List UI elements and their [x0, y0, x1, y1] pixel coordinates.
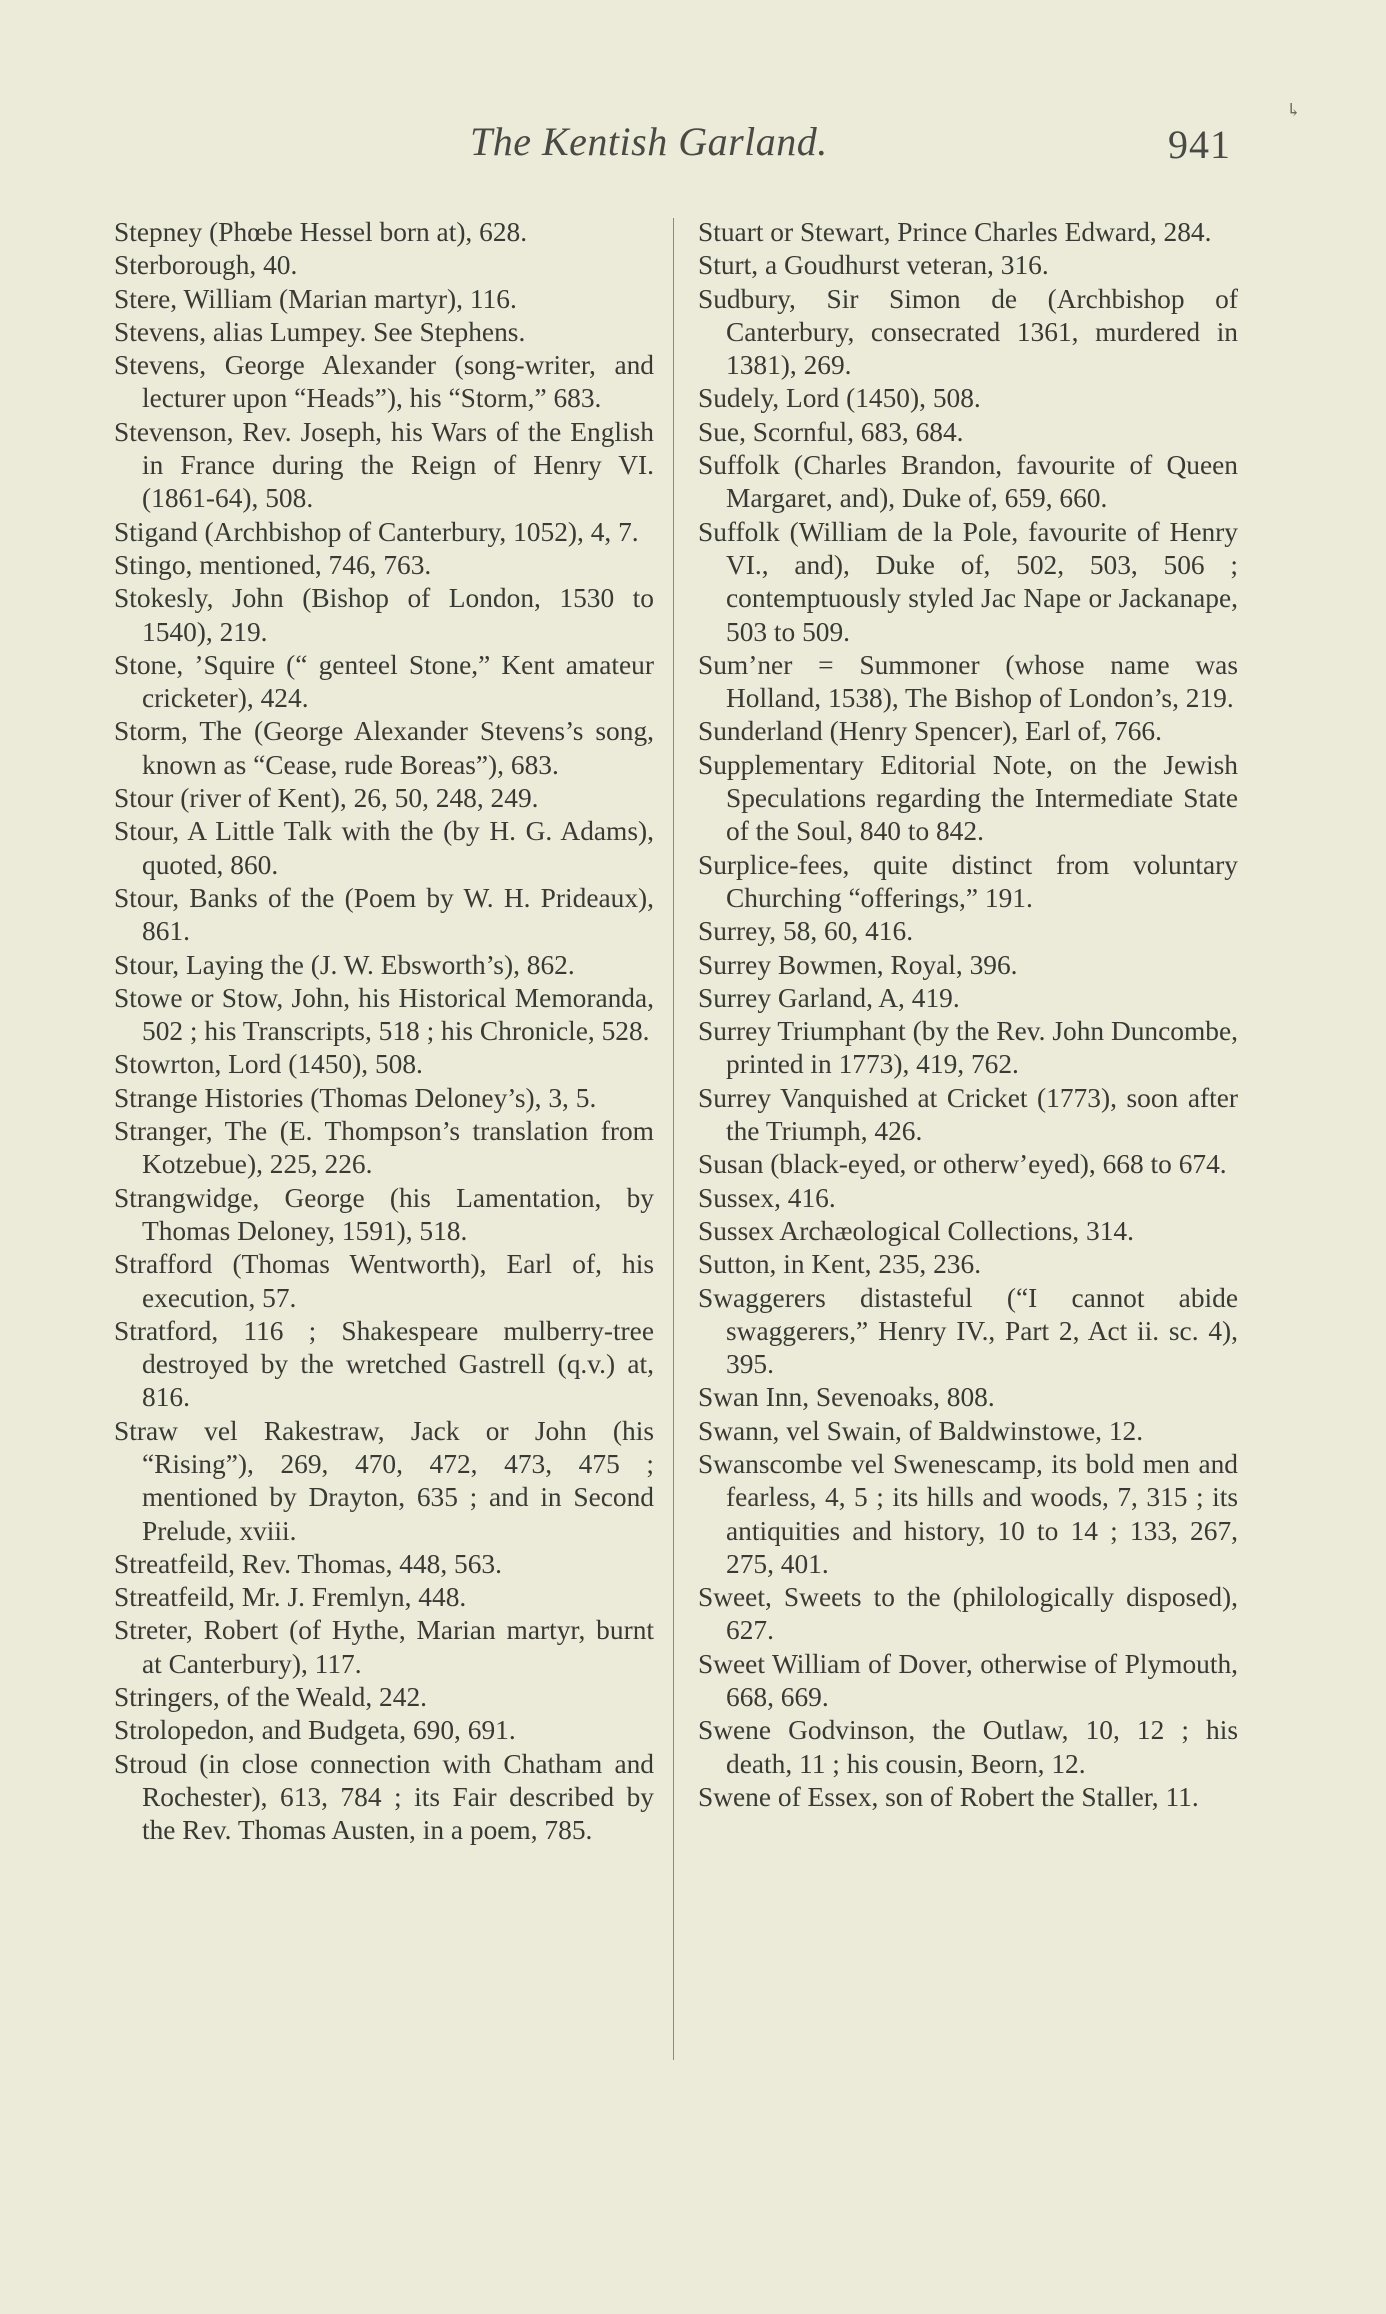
index-entry: Streatfeild, Rev. Thomas, 448, 563.	[114, 1548, 502, 1579]
index-entry: Swann, vel Swain, of Baldwinstowe, 12.	[698, 1415, 1144, 1446]
index-entry: Stepney (Phœbe Hessel born at), 628.	[114, 217, 528, 247]
index-entry: Swene of Essex, son of Robert the Staller, 11.	[698, 1781, 1199, 1812]
index-entry: Sum’ner = Summoner (whose name was Holland, 1538), The Bishop of London’s, 219.	[698, 649, 1238, 714]
column-divider	[673, 218, 674, 2060]
index-entry: Stuart or Stewart, Prince Charles Edward, 284.	[698, 217, 1212, 247]
index-entry: Strolopedon, and Budgeta, 690, 691.	[114, 1715, 516, 1746]
index-entry: Streter, Robert (of Hythe, Marian martyr, burnt at Canterbury), 117.	[114, 1615, 654, 1679]
index-entry: Sudely, Lord (1450), 508.	[698, 383, 981, 414]
index-entry: Stere, William (Marian martyr), 116.	[114, 283, 517, 314]
running-head: The Kentish Garland.	[470, 119, 828, 164]
index-entry: Straw vel Rakestraw, Jack or John (his “Rising”), 269, 470, 472, 473, 475 ; mentioned by Drayton, 635 ; and in Second Prelude, xviii.	[114, 1415, 654, 1546]
index-entry: Sussex Archæological Collections, 314.	[698, 1215, 1134, 1246]
index-entry: Sweet, Sweets to the (philologically disposed), 627.	[698, 1582, 1238, 1646]
index-entry: Swaggerers distasteful (“I cannot abide swaggerers,” Henry IV., Part 2, Act ii. sc. 4), 395.	[698, 1282, 1238, 1380]
index-entry: Stour, Banks of the (Poem by W. H. Prideaux), 861.	[114, 882, 654, 947]
index-entry: Stowe or Stow, John, his Historical Memoranda, 502 ; his Transcripts, 518 ; his Chronicle, 528.	[114, 982, 654, 1047]
corner-mark: ↳	[1286, 100, 1302, 120]
index-entry: Streatfeild, Mr. J. Fremlyn, 448.	[114, 1582, 467, 1613]
index-entry: Surrey Bowmen, Royal, 396.	[698, 949, 1018, 980]
index-entry: Surrey Vanquished at Cricket (1773), soon after the Triumph, 426.	[698, 1082, 1238, 1147]
index-entry: Strafford (Thomas Wentworth), Earl of, his execution, 57.	[114, 1249, 654, 1313]
index-entry: Strange Histories (Thomas Deloney’s), 3, 5.	[114, 1082, 597, 1113]
index-entry: Sunderland (Henry Spencer), Earl of, 766.	[698, 716, 1162, 747]
index-entry: Sturt, a Goudhurst veteran, 316.	[698, 250, 1049, 281]
index-entry: Stevenson, Rev. Joseph, his Wars of the English in France during the Reign of Henry VI. (1861-64), 508.	[114, 416, 654, 514]
index-entry: Swan Inn, Sevenoaks, 808.	[698, 1382, 995, 1413]
index-entry: Stevens, alias Lumpey. See Stephens.	[114, 316, 526, 347]
index-entry: Strangwidge, George (his Lamentation, by Thomas Deloney, 1591), 518.	[114, 1182, 654, 1246]
index-entry: Surrey Garland, A, 419.	[698, 982, 960, 1013]
index-entry: Stour, A Little Talk with the (by H. G. Adams), quoted, 860.	[114, 816, 654, 880]
index-entry: Stevens, George Alexander (song-writer, and lecturer upon “Heads”), his “Storm,” 683.	[114, 350, 654, 414]
index-entry: Sussex, 416.	[698, 1182, 836, 1213]
index-entry: Stringers, of the Weald, 242.	[114, 1682, 427, 1713]
index-entry: Stigand (Archbishop of Canterbury, 1052), 4, 7.	[114, 516, 639, 547]
index-entry: Sue, Scornful, 683, 684.	[698, 416, 964, 447]
index-entry: Stingo, mentioned, 746, 763.	[114, 549, 432, 580]
index-entry: Sterborough, 40.	[114, 250, 298, 281]
index-entry: Suffolk (Charles Brandon, favourite of Queen Margaret, and), Duke of, 659, 660.	[698, 450, 1238, 514]
index-entry: Stowrton, Lord (1450), 508.	[114, 1049, 423, 1080]
index-column-right	[698, 216, 1238, 1814]
index-entry: Surplice-fees, quite distinct from voluntary Churching “offerings,” 191.	[698, 849, 1238, 913]
index-entry: Susan (black-eyed, or otherw’eyed), 668 to 674.	[698, 1149, 1227, 1180]
index-entry: Storm, The (George Alexander Stevens’s song, known as “Cease, rude Boreas”), 683.	[114, 716, 654, 780]
index-entry: Sudbury, Sir Simon de (Archbishop of Canterbury, consecrated 1361, murdered in 1381), 269.	[698, 283, 1238, 381]
index-entry: Sutton, in Kent, 235, 236.	[698, 1249, 982, 1280]
index-entry: Swene Godvinson, the Outlaw, 10, 12 ; his death, 11 ; his cousin, Beorn, 12.	[698, 1715, 1238, 1779]
index-entry: Suffolk (William de la Pole, favourite of Henry VI., and), Duke of, 502, 503, 506 ; contemptuously styled Jac Nape or Jackanape, 503 to 509.	[698, 516, 1238, 647]
page-number: 941	[1168, 122, 1231, 167]
index-entry: Stranger, The (E. Thompson’s translation from Kotzebue), 225, 226.	[114, 1116, 654, 1180]
index-entry: Stroud (in close connection with Chatham and Rochester), 613, 784 ; its Fair described by the Rev. Thomas Austen, in a poem, 785.	[114, 1748, 654, 1846]
index-entry: Stone, ’Squire (“ genteel Stone,” Kent amateur cricketer), 424.	[114, 649, 654, 714]
index-entry: Stratford, 116 ; Shakespeare mulberry-tree destroyed by the wretched Gastrell (q.v.) at, 816.	[114, 1315, 654, 1413]
index-entry: Stokesly, John (Bishop of London, 1530 to 1540), 219.	[114, 583, 654, 647]
index-column-left	[114, 216, 654, 1848]
index-entry: Swanscombe vel Swenescamp, its bold men and fearless, 4, 5 ; its hills and woods, 7, 315 ; its antiquities and history, 10 to 14 ; 133, 267, 275, 401.	[698, 1448, 1238, 1579]
index-entry: Supplementary Editorial Note, on the Jewish Speculations regarding the Intermediate State of the Soul, 840 to 842.	[698, 749, 1238, 847]
index-entry: Surrey Triumphant (by the Rev. John Duncombe, printed in 1773), 419, 762.	[698, 1016, 1238, 1080]
index-entry: Stour, Laying the (J. W. Ebsworth’s), 862.	[114, 949, 575, 980]
index-entry: Surrey, 58, 60, 416.	[698, 916, 914, 947]
index-entry: Stour (river of Kent), 26, 50, 248, 249.	[114, 783, 539, 814]
index-entry: Sweet William of Dover, otherwise of Plymouth, 668, 669.	[698, 1648, 1238, 1713]
